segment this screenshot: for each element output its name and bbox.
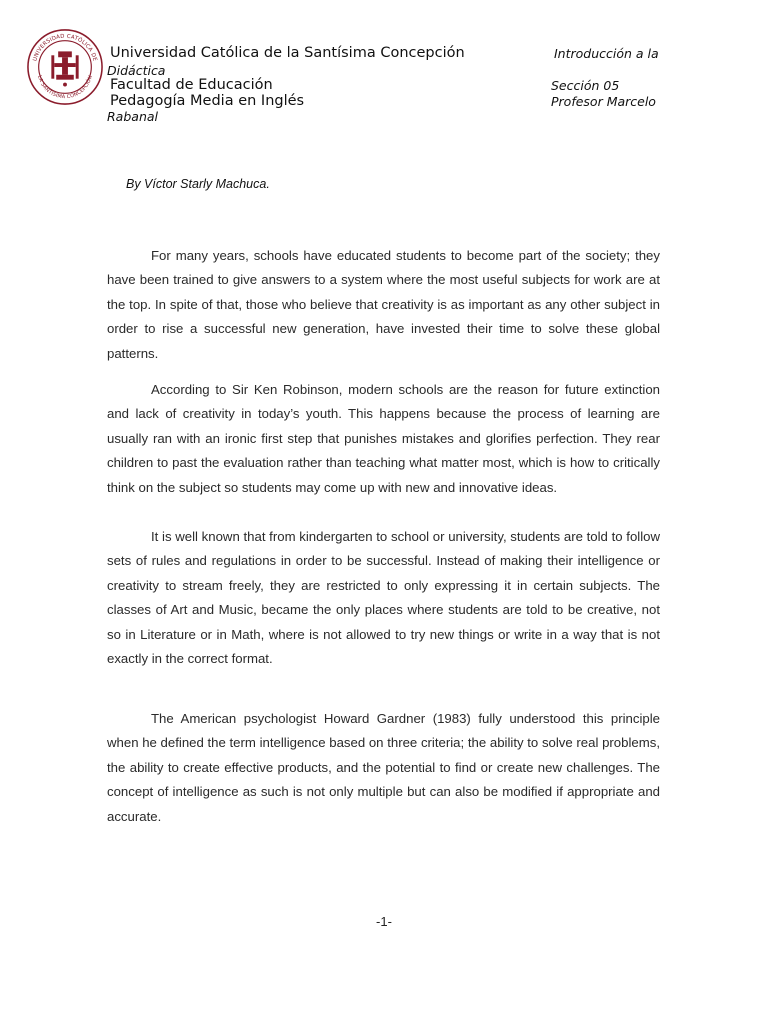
professor-name: Profesor Marcelo — [551, 94, 656, 109]
section-label: Sección 05 — [551, 78, 620, 93]
author-line: By Víctor Starly Machuca. — [126, 177, 270, 191]
page-number: -1- — [376, 914, 392, 929]
paragraph-3: It is well known that from kindergarten to school or university, students are told to follow sets of rules and regulations in order to be successful. Instead of making their intelligence or creativity to stream freely, they are restricted to only expressing it in certain subjects. The classes of Art and Music, became the only places where students are told to be creative, not so in Literature or in Math, where is not allowed to try new things or write in a way that is not exactly in the correct format. — [107, 529, 660, 667]
course-title-continued: Didáctica — [107, 63, 166, 78]
course-title: Introducción a la — [554, 46, 659, 61]
program-name: Pedagogía Media en Inglés — [110, 93, 305, 109]
faculty-name: Facultad de Educación — [110, 77, 273, 93]
paragraph-4: The American psychologist Howard Gardner (1983) fully understood this principle when he defined the term intelligence based on three criteria; the ability to solve real problems, the ability to create effective products, and the potential to find or create new challenges. The concept of intelligence as such is not only multiple but can also be modified if appropriate and accurate. — [107, 711, 660, 824]
paragraph-2: According to Sir Ken Robinson, modern schools are the reason for future extinction and lack of creativity in today’s youth. This happens because the process of learning are usually ran with an ironic first step that punishes mistakes and glorifies perfection. They rear children to past the evaluation rather than teaching what matter most, which is how to critically think on the subject so students may come up with new and innovative ideas. — [107, 382, 660, 495]
svg-text:UNIVERSIDAD CATÓLICA DE: UNIVERSIDAD CATÓLICA DE — [32, 33, 98, 62]
university-seal-icon — [26, 28, 104, 106]
university-name: Universidad Católica de la Santísima Concepción — [110, 45, 465, 61]
paragraph-1: For many years, schools have educated students to become part of the society; they have been trained to give answers to a system where the most useful subjects for work are at the top. In spite of that, those who believe that creativity is as important as any other subject in order to rise a successful new generation, have invested their time to solve these global patterns. — [107, 248, 660, 361]
professor-name-continued: Rabanal — [107, 109, 158, 124]
svg-text:LA SANTÍSIMA CONCEPCIÓN: LA SANTÍSIMA CONCEPCIÓN — [36, 74, 94, 101]
